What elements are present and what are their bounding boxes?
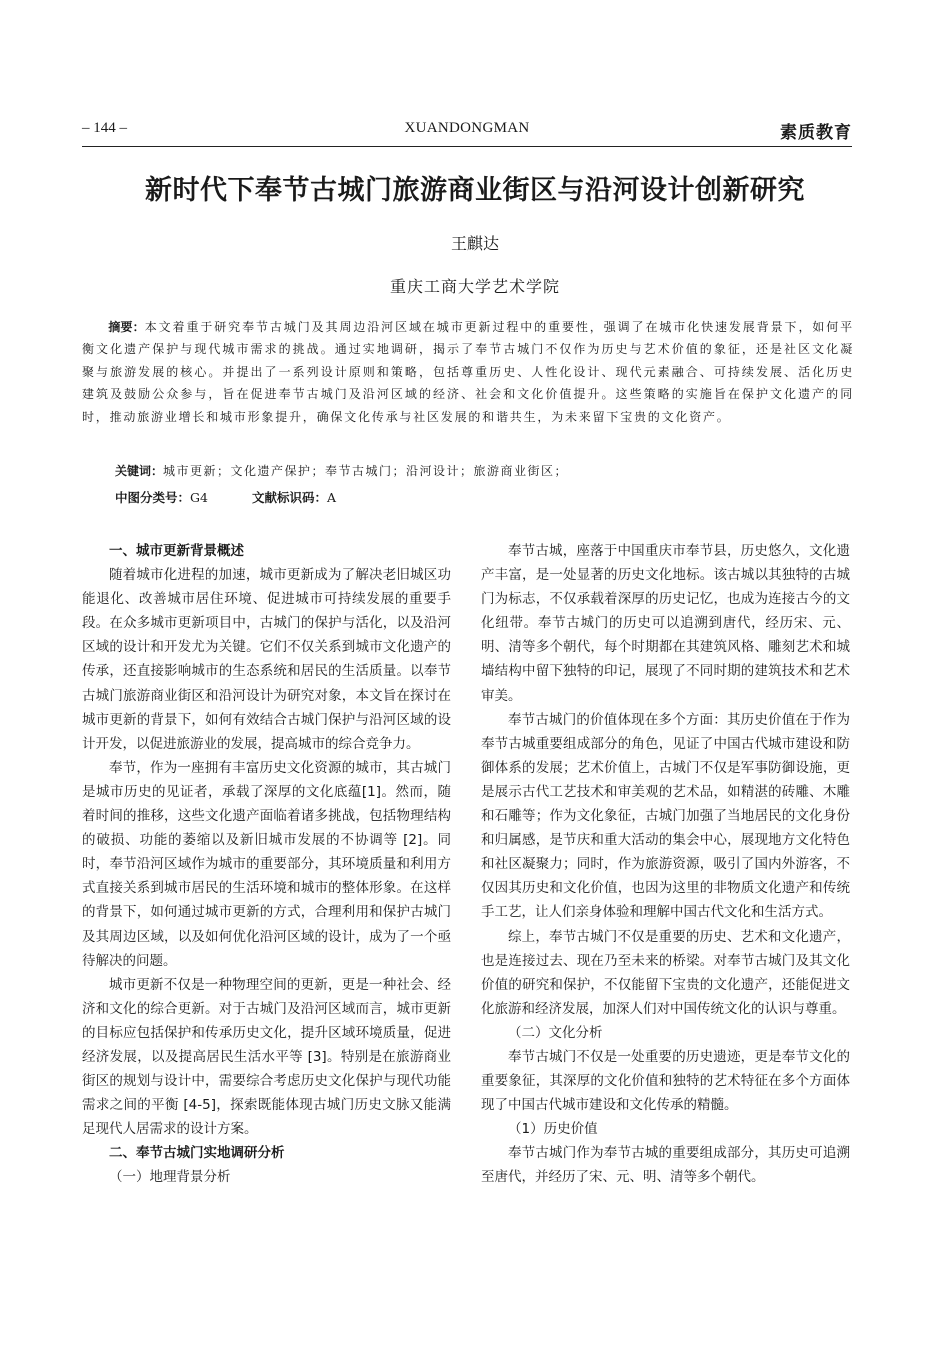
abstract-text: 本文着重于研究奉节古城门及其周边沿河区域在城市更新过程中的重要性，强调了在城市化快速发展背景下，如何平衡文化遗产保护与现代城市需求的挑战。通过实地调研，揭示了奉节古城门不仅作为历史与艺术价值的象征，还是社区文化凝聚与旅游发展的核心。并提出了一系列设计原则和策略，包括尊重历史、人性化设计、现代元素融合、可持续发展、活化历史建筑及鼓励公众参与，旨在促进奉节古城门及沿河区域的经济、社会和文化价值提升。这些策略的实施旨在保护文化遗产的同时，推动旅游业增长和城市形象提升，确保文化传承与社区发展的和谐共生，为未来留下宝贵的文化资产。	[82, 320, 854, 424]
paragraph: 综上，奉节古城门不仅是重要的历史、艺术和文化遗产，也是连接过去、现在乃至未来的桥梁。对奉节古城门及其文化价值的研究和保护，不仅能留下宝贵的文化遗产，还能促进文化旅游和经济发展，加深人们对中国传统文化的认识与尊重。	[481, 928, 850, 1017]
page-header	[82, 118, 852, 147]
paragraph: 奉节，作为一座拥有丰富历史文化资源的城市，其古城门是城市历史的见证者，承载了深厚的文化底蕴[1]。然而，随着时间的推移，这些文化遗产面临着诸多挑战，包括物理结构的破损、功能的萎缩以及新旧城市发展的不协调等 [2]。同时，奉节沿河区域作为城市的重要部分，其环境质量和利用方式直接关系到城市居民的生活环境和城市的整体形象。在这样的背景下，如何通过城市更新的方式，合理利用和保护古城门及其周边区域，以及如何优化沿河区域的设计，成为了一个亟待解决的问题。	[82, 759, 451, 969]
paragraph: 奉节古城，座落于中国重庆市奉节县，历史悠久，文化遗产丰富，是一处显著的历史文化地标。该古城以其独特的古城门为标志，不仅承载着深厚的历史记忆，也成为连接古今的文化纽带。奉节古城门的历史可以追溯到唐代，经历宋、元、明、清等多个朝代，每个时期都在其建筑风格、雕刻艺术和城墙结构中留下独特的印记，展现了不同时期的建筑技术和艺术审美。	[481, 543, 850, 704]
section-heading: 一、城市更新背景概述	[109, 543, 244, 559]
keywords-label: 关键词：	[115, 464, 164, 478]
section-heading: 二、奉节古城门实地调研分析	[109, 1145, 285, 1162]
paragraph: 城市更新不仅是一种物理空间的更新，更是一种社会、经济和文化的综合更新。对于古城门及沿河区域而言，城市更新的目标应包括保护和传承历史文化，提升区域环境质量，促进经济发展，以及提高居民生活水平等 [3]。特别是在旅游商业街区的规划与设计中，需要综合考虑历史文化保护与现代功能需求之间的平衡 [4-5]，探索既能体现古城门历史文脉又能满足现代人居需求的设计方案。	[82, 976, 451, 1138]
paragraph: 奉节古城门作为奉节古城的重要组成部分，其历史可追溯至唐代，并经历了宋、元、明、清等多个朝代。	[481, 1145, 850, 1186]
article-author: 王麒达	[450, 234, 499, 253]
article-title: 新时代下奉节古城门旅游商业街区与沿河设计创新研究	[145, 175, 805, 206]
paragraph: 奉节古城门不仅是一处重要的历史遗迹，更是奉节文化的重要象征，其深厚的文化价值和独特的艺术特征在多个方面体现了中国古代城市建设和文化传承的精髓。	[481, 1048, 850, 1114]
subsection-heading: （二）文化分析	[508, 1024, 603, 1041]
abstract-label: 摘要：	[108, 320, 145, 334]
running-title: XUANDONGMAN	[404, 120, 530, 136]
abstract	[82, 316, 854, 428]
paragraph: 奉节古城门的价值体现在多个方面：其历史价值在于作为奉节古城重要组成部分的角色，见证了中国古代城市建设和防御体系的发展；艺术价值上，古城门不仅是军事防御设施，更是展示古代工艺技术和审美观的艺术品，如精湛的砖雕、木雕和石雕等；作为文化象征，古城门加强了当地居民的文化身份和归属感，是节庆和重大活动的集会中心，展现地方文化特色和社区凝聚力；同时，作为旅游资源，吸引了国内外游客，不仅因其历史和文化价值，也因为这里的非物质文化遗产和传统手工艺，让人们亲身体验和理解中国古代文化和生活方式。	[481, 711, 850, 921]
article-affiliation: 重庆工商大学艺术学院	[389, 277, 560, 296]
page-number: – 144 –	[82, 120, 127, 136]
left-column	[82, 539, 451, 1190]
doc-code-value: A	[326, 490, 337, 505]
classification	[115, 488, 336, 506]
clc-label: 中图分类号：	[115, 490, 191, 505]
subsection-heading: （1）历史价值	[508, 1121, 598, 1138]
paragraph: 随着城市化进程的加速，城市更新成为了解决老旧城区功能退化、改善城市居住环境、促进城市可持续发展的重要手段。在众多城市更新项目中，古城门的保护与活化，以及沿河区域的设计和开发尤为关键。它们不仅关系到城市文化遗产的传承，还直接影响城市的生态系统和居民的生活质量。以奉节古城门旅游商业街区和沿河设计为研究对象，本文旨在探讨在城市更新的背景下，如何有效结合古城门保护与沿河区域的设计开发，以促进旅游业的发展，提高城市的综合竞争力。	[82, 567, 451, 752]
journal-name: 素质教育	[780, 123, 852, 143]
doc-code-label: 文献标识码：	[251, 490, 327, 505]
keywords	[115, 462, 855, 479]
clc-value: G4	[190, 490, 208, 505]
subsection-heading: （一）地理背景分析	[109, 1169, 231, 1186]
keywords-text: 城市更新；文化遗产保护；奉节古城门；沿河设计；旅游商业街区；	[163, 464, 569, 478]
right-column	[481, 539, 850, 1190]
